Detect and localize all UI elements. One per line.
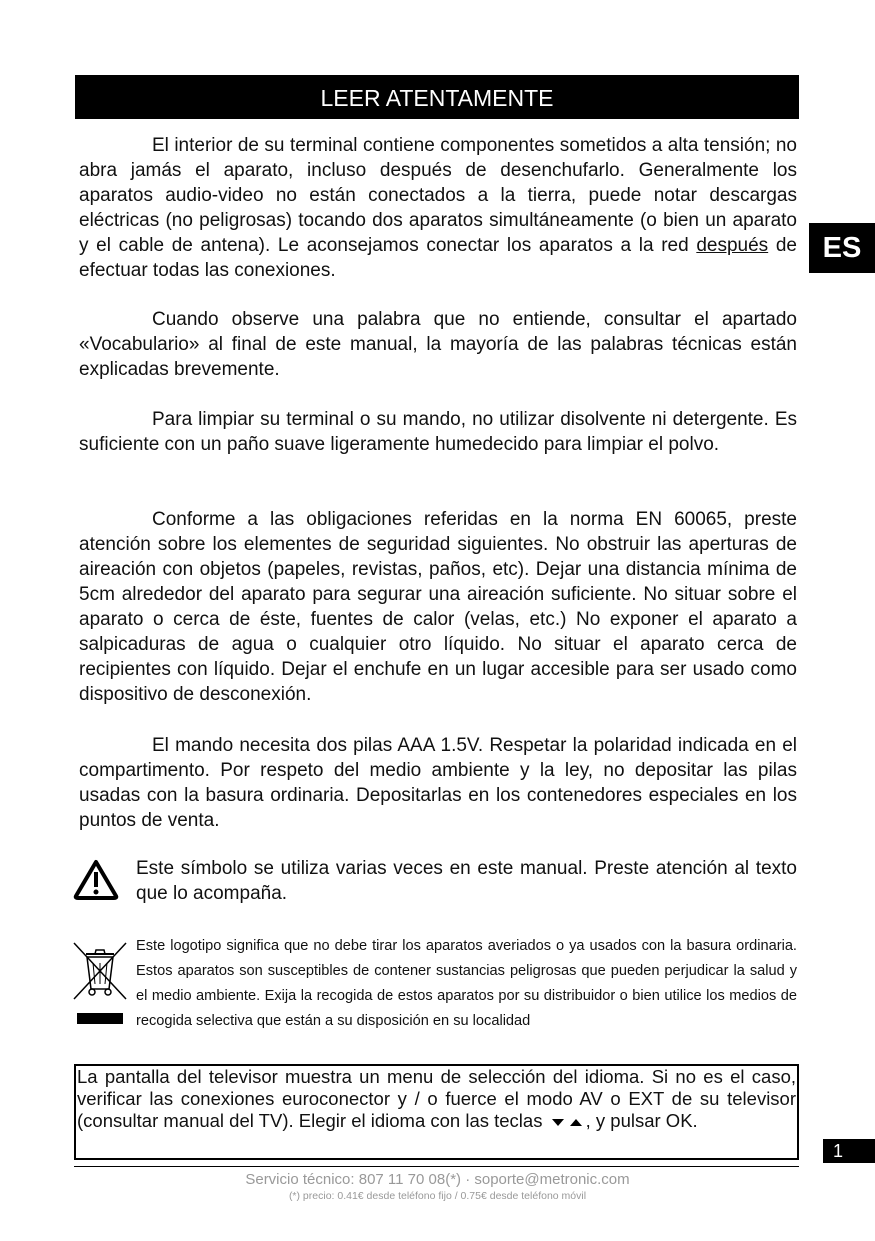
footer-service: Servicio técnico: 807 11 70 08(*) · soporte@metronic.com: [245, 1171, 630, 1188]
weee-bar: [77, 1013, 123, 1024]
p1-underlined-word: después: [696, 235, 769, 256]
crossed-bin-icon: [72, 941, 128, 1001]
language-notice-box: [74, 1064, 799, 1160]
p1-text-before: El interior de su terminal contiene componentes sometidos a alta tensión; no abra jamás el aparato, incluso después de desenchufarlo. Generalmente los aparatos audio-video no están conectados a la tierra, puede notar descargas eléctricas (no peligrosas) tocando dos aparatos simultáneamente (o bien un aparato y el cable de antena). Le aconsejamos conectar los aparatos a la red: [79, 135, 797, 256]
p1-text-after: de efectuar todas las conexiones.: [79, 235, 797, 281]
paragraph-batteries: El mando necesita dos pilas AAA 1.5V. Respetar la polaridad indicada en el compartimento. Por respeto del medio ambiente y la ley, no depositar las pilas usadas con la basura ordinaria. Depositarlas en los contenedores especiales en los puntos de venta.: [79, 735, 797, 831]
warning-text: Este símbolo se utiliza varias veces en este manual. Preste atención al texto que lo acompaña.: [136, 858, 797, 904]
warning-triangle-icon: [73, 859, 119, 901]
paragraph-high-voltage: [79, 133, 797, 283]
footer-divider: [74, 1166, 799, 1167]
page-number: 1: [823, 1139, 875, 1163]
down-up-arrows-icon: [550, 1116, 584, 1128]
weee-text: Este logotipo significa que no debe tirar los aparatos averiados o ya usados con la basura ordinaria. Estos aparatos son susceptibles de contener sustancias peligrosas que pueden perjudicar la salud y el medio ambiente. Exija la recogida de estos aparatos por su distribuidor o bien utilice los medios de recogida selectiva que están a su disposición en su localidad: [136, 938, 797, 1029]
paragraph-safety: Conforme a las obligaciones referidas en la norma EN 60065, preste atención sobre los elementes de seguridad siguientes. No obstruir las aperturas de aireación con objetos (papeles, revistas, paños, etc). Dejar una distancia mínima de 5cm alrededor del aparato para segurar una aireación suficiente. No situar sobre el aparato o cerca de éste, fuentes de calor (velas, etc.) No exponer el aparato a salpicaduras de agua o cualquier otro líquido. No situar el aparato cerca de recipientes con líquido. Dejar el enchufe en un lugar accesible para ser usado como dispositivo de desconexión.: [79, 509, 797, 705]
notice-text-before: La pantalla del televisor muestra un menu de selección del idioma. Si no es el caso, verificar las conexiones euroconector y / o fuerce el modo AV o EXT de su televisor (consultar manual del TV). Elegir el idioma con las teclas: [77, 1066, 796, 1131]
section-title: LEER ATENTAMENTE: [75, 75, 799, 119]
language-notice-text: [76, 1066, 797, 1132]
footer-price-note: (*) precio: 0.41€ desde teléfono fijo / 0.75€ desde teléfono móvil: [288, 1190, 587, 1202]
language-tab: ES: [809, 223, 875, 273]
paragraph-vocabulary: Cuando observe una palabra que no entiende, consultar el apartado «Vocabulario» al final de este manual, la mayoría de las palabras técnicas están explicadas brevemente.: [79, 309, 797, 380]
notice-text-after: , y pulsar OK.: [585, 1110, 698, 1131]
paragraph-cleaning: Para limpiar su terminal o su mando, no utilizar disolvente ni detergente. Es suficiente con un paño suave ligeramente humedecido para limpiar el polvo.: [79, 409, 797, 455]
